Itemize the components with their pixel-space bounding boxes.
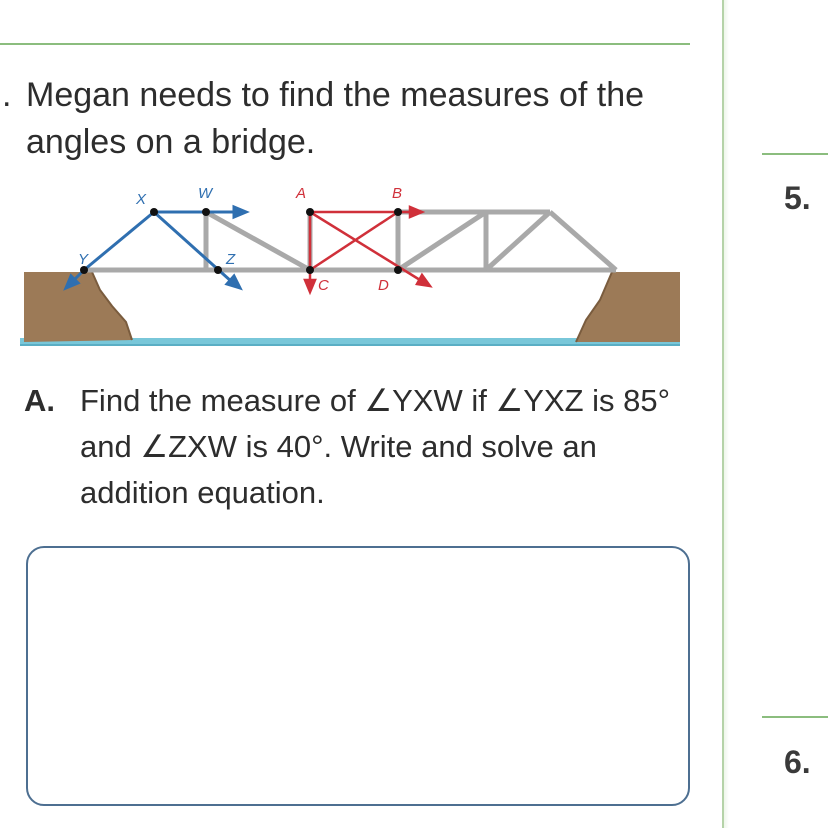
point-x (150, 208, 158, 216)
point-d (394, 266, 402, 274)
point-a (306, 208, 314, 216)
point-c (306, 266, 314, 274)
ray-ad-arrow (417, 275, 430, 286)
ray-ac-arrow (305, 280, 315, 292)
ray-ab-arrow (410, 207, 422, 217)
problem-number-6: 6. (784, 744, 811, 780)
ray-xw-arrow (234, 207, 246, 217)
truss-diagonal-1 (206, 212, 310, 270)
label-a: A (296, 185, 307, 202)
column-divider-shade (724, 0, 729, 828)
label-x: X (136, 191, 147, 208)
problem-bullet: . (2, 76, 12, 114)
ray-xy (84, 212, 154, 270)
answer-box[interactable] (26, 546, 690, 806)
label-d: D (378, 277, 389, 294)
point-b (394, 208, 402, 216)
truss-diagonal-2 (398, 212, 486, 270)
label-y: Y (78, 251, 89, 268)
label-w: W (198, 185, 213, 202)
truss-diagonal-3 (486, 212, 550, 270)
top-divider-rule (0, 43, 690, 45)
right-bank (576, 272, 680, 342)
part-a-label: A. (24, 383, 55, 418)
bridge-figure (0, 170, 700, 360)
part-a-text: Find the measure of ∠YXW if ∠YXZ is 85° and ∠ZXW is 40°. Write and solve an addition equation. (80, 383, 671, 510)
label-b: B (392, 185, 403, 202)
problem-text: Megan needs to find the measures of the angles on a bridge. (26, 76, 645, 161)
truss-end-diagonal (550, 212, 616, 270)
side-rule-5 (762, 153, 828, 155)
problem-number-5: 5. (784, 180, 811, 216)
point-z (214, 266, 222, 274)
label-c: C (318, 277, 329, 294)
label-z: Z (226, 251, 236, 268)
side-rule-6 (762, 716, 828, 718)
point-w (202, 208, 210, 216)
